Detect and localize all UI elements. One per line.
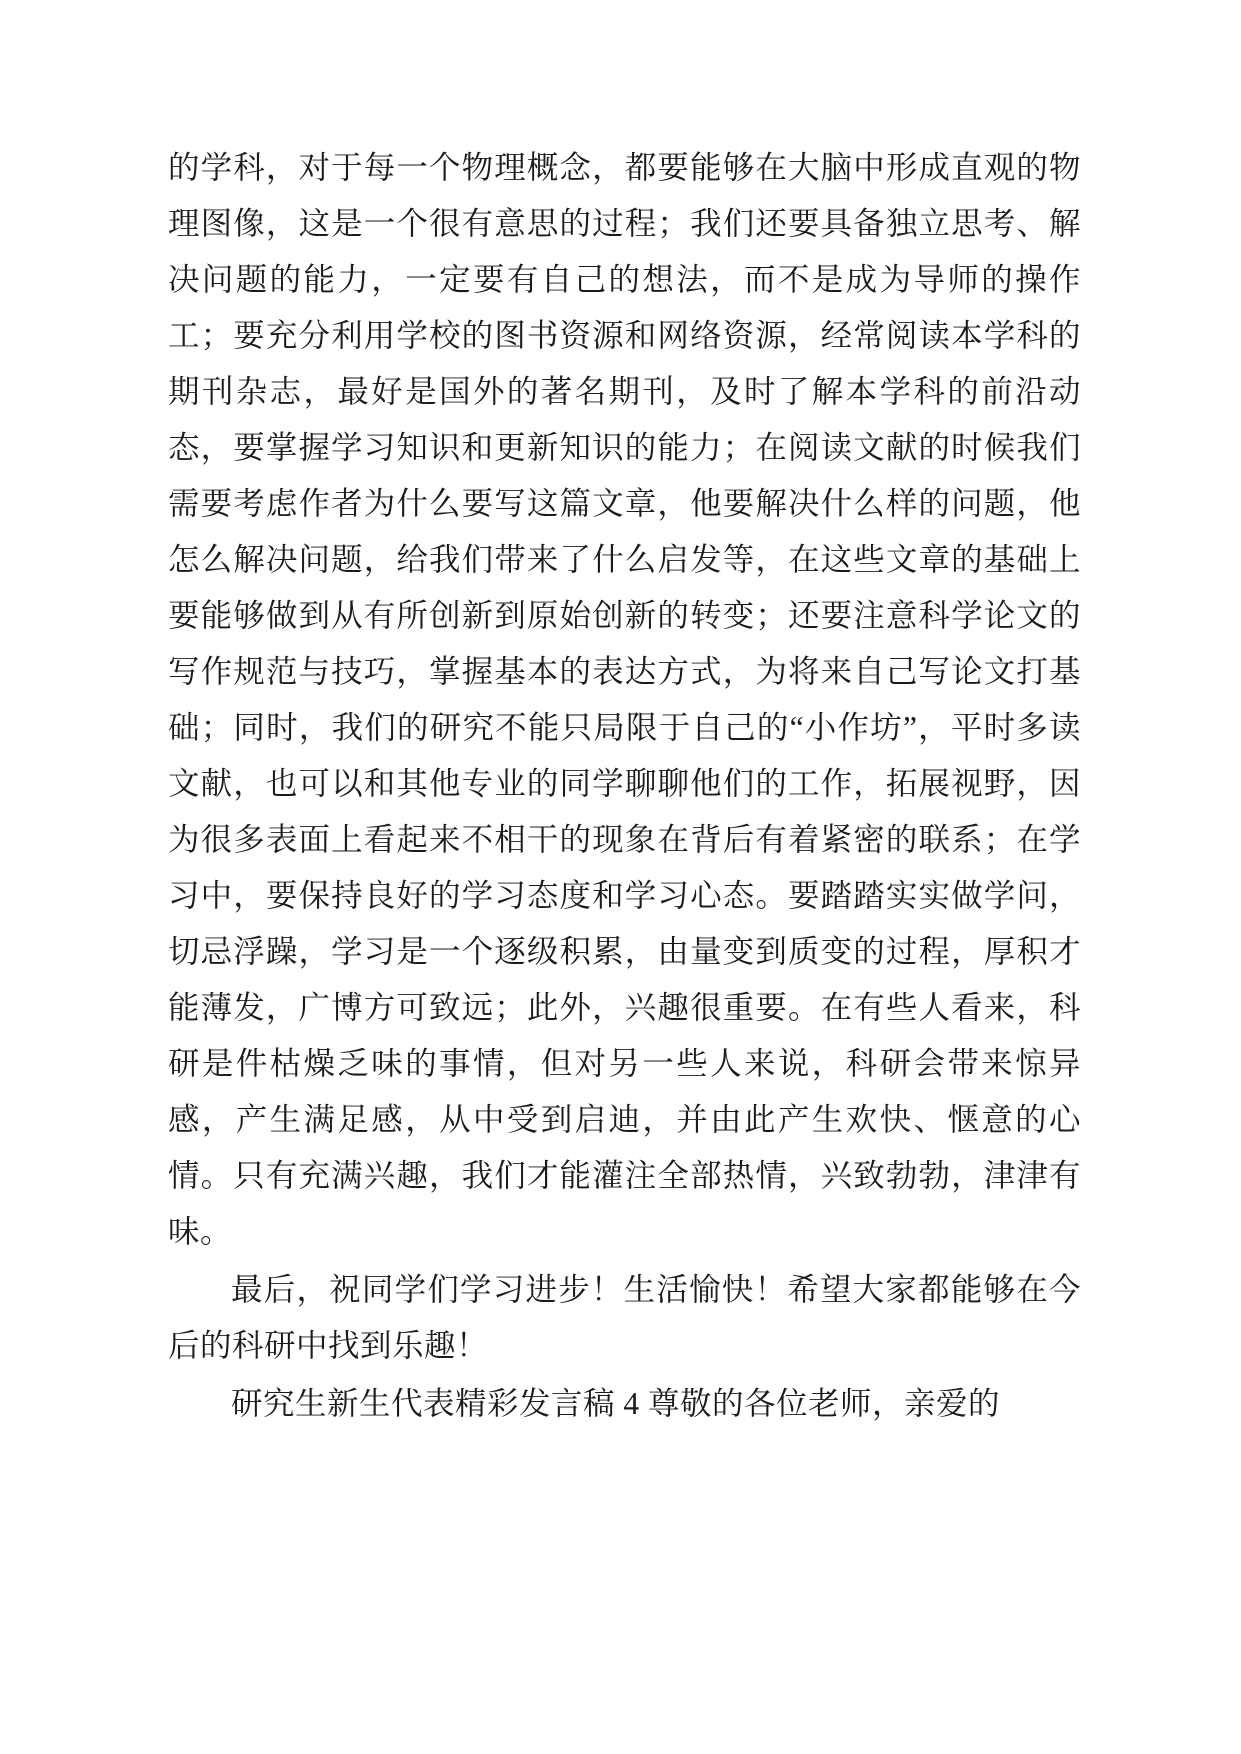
paragraph-2: 最后，祝同学们学习进步！生活愉快！希望大家都能够在今后的科研中找到乐趣！ [168, 1272, 1081, 1363]
document-body [168, 140, 1081, 1432]
paragraph-1: 的学科，对于每一个物理概念，都要能够在大脑中形成直观的物理图像，这是一个很有意思的过程；我们还要具备独立思考、解决问题的能力，一定要有自己的想法，而不是成为导师的操作工；要充分利用学校的图书资源和网络资源，经常阅读本学科的期刊杂志，最好是国外的著名期刊，及时了解本学科的前沿动态，要掌握学习知识和更新知识的能力；在阅读文献的时候我们需要考虑作者为什么要写这篇文章，他要解决什么样的问题，他怎么解决问题，给我们带来了什么启发等，在这些文章的基础上要能够做到从有所创新到原始创新的转变；还要注意科学论文的写作规范与技巧，掌握基本的表达方式，为将来自己写论文打基础；同时，我们的研究不能只局限于自己的“小作坊”，平时多读文献，也可以和其他专业的同学聊聊他们的工作，拓展视野，因为很多表面上看起来不相干的现象在背后有着紧密的联系；在学习中，要保持良好的学习态度和学习心态。要踏踏实实做学问，切忌浮躁，学习是一个逐级积累，由量变到质变的过程，厚积才能薄发，广博方可致远；此外，兴趣很重要。在有些人看来，科研是件枯燥乏味的事情，但对另一些人来说，科研会带来惊异感，产生满足感，从中受到启迪，并由此产生欢快、惬意的心情。只有充满兴趣，我们才能灌注全部热情，兴致勃勃，津津有味。 [168, 150, 1081, 1249]
paragraph-3: 研究生新生代表精彩发言稿 4 尊敬的各位老师，亲爱的 [231, 1386, 1001, 1421]
